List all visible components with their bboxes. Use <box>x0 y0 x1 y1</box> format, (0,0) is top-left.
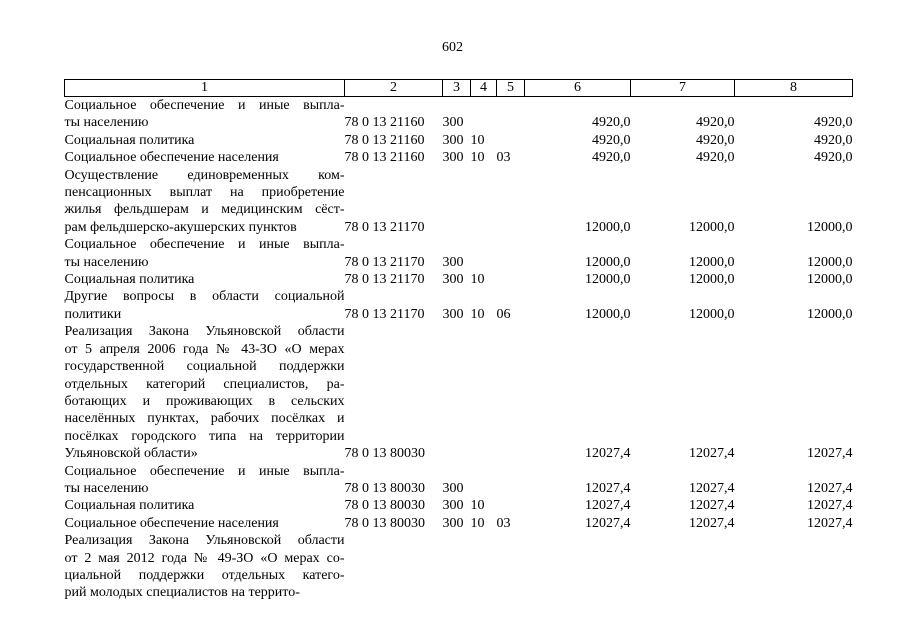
table-row <box>65 463 853 498</box>
table-row <box>65 97 853 132</box>
table-row <box>65 323 853 462</box>
row-col6-cell: 4920,0 <box>592 132 631 148</box>
row-col7-cell: 12000,0 <box>689 254 735 270</box>
row-name-line: ты населению <box>64 115 149 131</box>
row-col7-cell: 12027,4 <box>689 498 735 514</box>
row-col3-cell: 300 <box>442 254 464 270</box>
table-header-row <box>65 80 853 97</box>
row-col5-cell: 03 <box>496 515 511 531</box>
row-name-line: государственной социальной поддержки <box>64 359 345 375</box>
row-col5-cell <box>497 271 525 288</box>
row-name-line: населённых пунктах, рабочих посёлках и <box>64 411 345 427</box>
row-code-cell: 78 0 13 80030 <box>344 515 425 531</box>
row-name-line: Реализация Закона Ульяновской области <box>64 533 345 549</box>
row-col7-cell: 4920,0 <box>696 150 735 166</box>
table-body <box>65 97 853 602</box>
row-col7-cell: 12027,4 <box>689 515 735 531</box>
row-code-cell: 78 0 13 80030 <box>344 480 425 496</box>
row-col5-cell <box>497 97 525 132</box>
column-header: 7 <box>631 80 735 97</box>
row-col5-cell <box>497 532 525 602</box>
row-col6-cell: 12000,0 <box>585 272 631 288</box>
table-row <box>65 532 853 602</box>
row-col7-cell: 12000,0 <box>689 219 735 235</box>
row-col3-cell: 300 <box>442 306 464 322</box>
row-code-cell: 78 0 13 21160 <box>344 150 425 166</box>
row-code-cell: 78 0 13 21170 <box>344 254 425 270</box>
table-row <box>65 288 853 323</box>
row-col8-cell: 12027,4 <box>807 480 853 496</box>
row-name-cell <box>65 288 345 323</box>
row-name-cell <box>65 532 345 602</box>
row-col5-cell <box>497 167 525 237</box>
row-name-line: Ульяновской области» <box>64 446 198 462</box>
table-row <box>65 132 853 149</box>
row-name-line: посёлках городского типа на территории <box>64 428 345 444</box>
row-name-line: Осуществление единовременных ком- <box>64 167 345 183</box>
row-name-line: ты населению <box>64 480 149 496</box>
column-header: 1 <box>65 80 345 97</box>
row-col3-cell: 300 <box>442 498 464 514</box>
row-col7-cell: 12000,0 <box>689 306 735 322</box>
row-col6-cell: 12000,0 <box>585 306 631 322</box>
row-col8-cell: 4920,0 <box>814 150 853 166</box>
row-col8-cell: 4920,0 <box>814 115 853 131</box>
row-col6-cell <box>525 532 631 602</box>
row-name-cell <box>65 236 345 271</box>
row-code-cell: 78 0 13 21170 <box>344 272 425 288</box>
row-col4-cell <box>471 236 497 271</box>
row-col5-cell <box>497 497 525 514</box>
row-name-line: Социальное обеспечение и иные выпла- <box>64 98 345 113</box>
row-name-cell <box>65 97 345 132</box>
table-row <box>65 236 853 271</box>
row-name-line: Социальная политика <box>64 272 195 288</box>
row-col5-cell: 03 <box>496 150 511 166</box>
row-col5-cell <box>497 132 525 149</box>
row-name-line: от 5 апреля 2006 года № 43-ЗО «О мерах <box>64 341 345 357</box>
table-row <box>65 167 853 237</box>
row-name-line: пенсационных выплат на приобретение <box>64 185 345 201</box>
row-col4-cell <box>471 97 497 132</box>
row-name-cell <box>65 497 345 514</box>
row-name-line: рам фельдшерско-акушерских пунктов <box>64 219 297 235</box>
row-code-cell: 78 0 13 21160 <box>344 115 425 131</box>
row-col7-cell: 12027,4 <box>689 480 735 496</box>
row-name-cell <box>65 271 345 288</box>
row-col8-cell: 4920,0 <box>814 132 853 148</box>
row-col6-cell: 12027,4 <box>585 480 631 496</box>
row-col8-cell: 12000,0 <box>807 272 853 288</box>
row-col4-cell: 10 <box>470 306 485 322</box>
row-name-line: Реализация Закона Ульяновской области <box>64 324 345 340</box>
row-name-cell <box>65 149 345 166</box>
row-name-line: Социальная политика <box>64 132 195 148</box>
row-col4-cell: 10 <box>470 515 485 531</box>
row-name-line: Социальное обеспечение населения <box>64 150 279 166</box>
row-col5-cell: 06 <box>496 306 511 322</box>
row-name-line: Социальное обеспечение и иные выпла- <box>64 237 345 253</box>
row-col7-cell: 4920,0 <box>696 132 735 148</box>
row-col4-cell: 10 <box>470 150 485 166</box>
row-col8-cell: 12027,4 <box>807 446 853 462</box>
row-col3-cell: 300 <box>442 150 464 166</box>
column-header: 5 <box>497 80 525 97</box>
row-col8-cell: 12000,0 <box>807 254 853 270</box>
row-code-cell: 78 0 13 21170 <box>344 219 425 235</box>
row-col5-cell <box>497 236 525 271</box>
row-code-cell: 78 0 13 80030 <box>344 498 425 514</box>
row-col4-cell: 10 <box>470 272 485 288</box>
row-name-line: ты населению <box>64 254 149 270</box>
row-col3-cell <box>443 167 471 237</box>
row-col3-cell: 300 <box>442 480 464 496</box>
row-col8-cell: 12000,0 <box>807 306 853 322</box>
row-name-line: ботающих и проживающих в сельских <box>64 393 345 409</box>
table-row <box>65 515 853 532</box>
row-col3-cell <box>443 532 471 602</box>
column-header: 8 <box>735 80 853 97</box>
column-header: 6 <box>525 80 631 97</box>
row-name-line: Социальное обеспечение населения <box>64 515 279 531</box>
row-name-line: Социальное обеспечение и иные выпла- <box>64 463 345 479</box>
row-col7-cell: 12027,4 <box>689 446 735 462</box>
row-col3-cell: 300 <box>442 515 464 531</box>
row-code-cell: 78 0 13 80030 <box>344 446 425 462</box>
row-col8-cell <box>735 532 853 602</box>
row-name-cell <box>65 167 345 237</box>
row-col6-cell: 12000,0 <box>585 254 631 270</box>
row-col6-cell: 4920,0 <box>592 150 631 166</box>
row-col4-cell: 10 <box>470 498 485 514</box>
row-col5-cell <box>497 323 525 462</box>
budget-table <box>64 79 853 602</box>
row-col7-cell: 12000,0 <box>689 272 735 288</box>
row-name-cell <box>65 323 345 462</box>
row-col6-cell: 12027,4 <box>585 515 631 531</box>
row-code-cell <box>345 532 443 602</box>
table-row <box>65 497 853 514</box>
row-name-line: Другие вопросы в области социальной <box>64 289 345 305</box>
row-name-line: политики <box>64 306 122 322</box>
row-col4-cell <box>471 167 497 237</box>
row-code-cell: 78 0 13 21170 <box>344 306 425 322</box>
row-name-cell <box>65 463 345 498</box>
row-col7-cell <box>631 532 735 602</box>
row-col6-cell: 4920,0 <box>592 115 631 131</box>
row-col6-cell: 12000,0 <box>585 219 631 235</box>
row-col7-cell: 4920,0 <box>696 115 735 131</box>
row-code-cell: 78 0 13 21160 <box>344 132 425 148</box>
page-number: 602 <box>442 40 463 55</box>
row-name-line: жилья фельдшерам и медицинским сёст- <box>64 202 345 218</box>
row-name-cell <box>65 132 345 149</box>
row-col4-cell <box>471 463 497 498</box>
table-row <box>65 149 853 166</box>
row-name-line: рий молодых специалистов на террито- <box>64 585 300 601</box>
row-name-cell <box>65 515 345 532</box>
row-name-line: Социальная политика <box>64 498 195 514</box>
row-col4-cell: 10 <box>470 132 485 148</box>
row-name-line: от 2 мая 2012 года № 49-ЗО «О мерах со- <box>64 550 345 566</box>
column-header: 2 <box>345 80 443 97</box>
row-col8-cell: 12000,0 <box>807 219 853 235</box>
column-header: 3 <box>443 80 471 97</box>
row-col4-cell <box>471 323 497 462</box>
row-col6-cell: 12027,4 <box>585 446 631 462</box>
row-name-line: отдельных категорий специалистов, ра- <box>64 376 345 392</box>
row-col8-cell: 12027,4 <box>807 498 853 514</box>
row-name-line: циальной поддержки отдельных катего- <box>64 567 345 583</box>
row-col3-cell: 300 <box>442 115 464 131</box>
row-col6-cell: 12027,4 <box>585 498 631 514</box>
row-col3-cell <box>443 323 471 462</box>
row-col3-cell: 300 <box>442 272 464 288</box>
row-col8-cell: 12027,4 <box>807 515 853 531</box>
row-col3-cell: 300 <box>442 132 464 148</box>
row-col4-cell <box>471 532 497 602</box>
table-row <box>65 271 853 288</box>
row-col5-cell <box>497 463 525 498</box>
column-header: 4 <box>471 80 497 97</box>
